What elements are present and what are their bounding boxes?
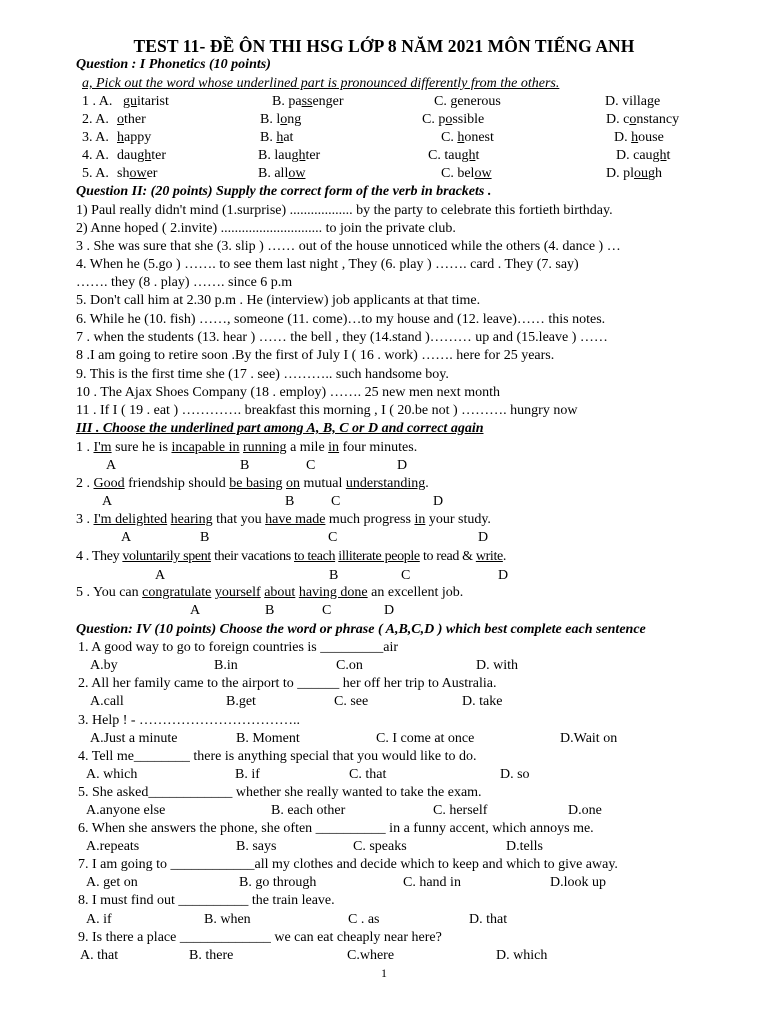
q2-line-12: 11 . If I ( 19 . eat ) …………. breakfast this morning , I ( 20.be not ) ………. hungry now xyxy=(76,403,578,418)
q3-item-2-label-b: B xyxy=(285,494,295,509)
q3-item-5-label-d: D xyxy=(384,603,395,618)
q3-item-4: 4 . They voluntarily spent their vacations to teach illiterate people to read & write. xyxy=(76,549,507,564)
q3-item-1-label-b: B xyxy=(240,458,250,473)
q4-item-3-opt-c: C. I come at once xyxy=(376,731,475,746)
q4-item-7-opt-a: A. get on xyxy=(86,875,138,890)
page-title: TEST 11- ĐỀ ÔN THI HSG LỚP 8 NĂM 2021 MÔN TIẾNG ANH xyxy=(133,36,635,56)
q1-row-5-b: B. allow xyxy=(258,166,306,181)
q4-item-4-opt-d: D. so xyxy=(500,767,530,782)
q3-item-4-label-b: B xyxy=(329,568,339,583)
q1-row-1-b: B. passenger xyxy=(272,94,344,109)
q2-line-3: 3 . She was sure that she (3. slip ) …… out of the house unnoticed while the others (4. dance ) … xyxy=(76,239,621,254)
q4-item-5-opt-d: D.one xyxy=(568,803,602,818)
q1-row-5-d: D. plough xyxy=(606,166,662,181)
q4-item-6-opt-c: C. speaks xyxy=(353,839,407,854)
q1-row-5-a: shower xyxy=(117,166,158,181)
q4-item-8-opt-c: C . as xyxy=(348,912,380,927)
q1-row-2-d: D. constancy xyxy=(606,112,680,127)
q4-item-8-opt-a: A. if xyxy=(86,912,112,927)
q2-heading: Question II: (20 points) Supply the correct form of the verb in brackets . xyxy=(76,184,492,199)
q3-item-4-label-d: D xyxy=(498,568,509,583)
q1-row-3-d: D. house xyxy=(614,130,664,145)
q4-item-6-opt-a: A.repeats xyxy=(86,839,140,854)
q4-item-6-opt-b: B. says xyxy=(236,839,277,854)
q1-row-4-num: 4. A. xyxy=(82,148,109,163)
q1-heading: Question : I Phonetics (10 points) xyxy=(76,57,271,72)
q3-item-3-label-b: B xyxy=(200,530,210,545)
q4-item-5-question: 5. She asked____________ whether she really wanted to take the exam. xyxy=(78,785,482,800)
q4-item-7-opt-d: D.look up xyxy=(550,875,606,890)
q3-item-5-label-b: B xyxy=(265,603,275,618)
q3-item-3-label-c: C xyxy=(328,530,338,545)
q4-item-8-question: 8. I must find out __________ the train leave. xyxy=(78,893,335,908)
q4-item-9-question: 9. Is there a place _____________ we can eat cheaply near here? xyxy=(78,930,442,945)
q3-item-3-label-d: D xyxy=(478,530,489,545)
q4-item-6-opt-d: D.tells xyxy=(506,839,543,854)
q4-heading: Question: IV (10 points) Choose the word or phrase ( A,B,C,D ) which best complete each sentence xyxy=(76,622,646,637)
q4-item-1-opt-b: B.in xyxy=(214,658,238,673)
q2-line-11: 10 . The Ajax Shoes Company (18 . employ) ……. 25 new men next month xyxy=(76,385,500,400)
q4-item-2-opt-d: D. take xyxy=(462,694,503,709)
q4-item-1-opt-c: C.on xyxy=(336,658,363,673)
q3-item-5-label-a: A xyxy=(190,603,201,618)
q3-item-2-label-d: D xyxy=(433,494,444,509)
q3-item-2: 2 . Good friendship should be basing on mutual understanding. xyxy=(76,476,429,491)
q4-item-8-opt-b: B. when xyxy=(204,912,251,927)
q4-item-5-opt-a: A.anyone else xyxy=(86,803,166,818)
q4-item-4-question: 4. Tell me________ there is anything special that you would like to do. xyxy=(78,749,477,764)
q3-item-1-label-c: C xyxy=(306,458,316,473)
q3-item-2-label-c: C xyxy=(331,494,341,509)
q1-row-5-num: 5. A. xyxy=(82,166,109,181)
q1-row-3-num: 3. A. xyxy=(82,130,109,145)
q1-row-1-d: D. village xyxy=(605,94,661,109)
page-number: 1 xyxy=(381,966,387,980)
q2-line-1: 1) Paul really didn't mind (1.surprise) .................. by the party to celebrate this fortieth birthday. xyxy=(76,203,613,218)
q3-item-1-label-d: D xyxy=(397,458,408,473)
q1-row-1-num: 1 . A. xyxy=(82,94,113,109)
q3-item-1-label-a: A xyxy=(106,458,117,473)
q1-row-1-c: C. generous xyxy=(434,94,501,109)
q4-item-2-opt-b: B.get xyxy=(226,694,256,709)
q4-item-3-opt-b: B. Moment xyxy=(236,731,300,746)
q4-item-1-opt-a: A.by xyxy=(90,658,118,673)
q1-row-3-b: B. hat xyxy=(260,130,294,145)
q2-line-7: 6. While he (10. fish) ……, someone (11. come)…to my house and (12. leave)…… this notes. xyxy=(76,312,606,327)
q4-item-2-question: 2. All her family came to the airport to ______ her off her trip to Australia. xyxy=(78,676,497,691)
q2-line-10: 9. This is the first time she (17 . see) ……….. such handsome boy. xyxy=(76,367,449,382)
q2-line-8: 7 . when the students (13. hear ) …… the bell , they (14.stand )……… up and (15.leave ) …… xyxy=(76,330,608,345)
q2-line-2: 2) Anne hoped ( 2.invite) ............................. to join the private club. xyxy=(76,221,456,236)
q4-item-8-opt-d: D. that xyxy=(469,912,508,927)
q4-item-4-opt-c: C. that xyxy=(349,767,387,782)
q4-item-9-opt-d: D. which xyxy=(496,948,548,963)
q1-row-4-c: C. taught xyxy=(428,148,480,163)
q4-item-2-opt-a: A.call xyxy=(90,694,124,709)
q4-item-1-question: 1. A good way to go to foreign countries is _________air xyxy=(78,640,399,655)
q4-item-7-question: 7. I am going to ____________all my clothes and decide which to keep and which to give away. xyxy=(78,857,618,872)
q4-item-2-opt-c: C. see xyxy=(334,694,369,709)
q1-row-3-a: happy xyxy=(117,130,152,145)
q1-row-2-a: other xyxy=(117,112,146,127)
q4-item-9-opt-c: C.where xyxy=(347,948,395,963)
q2-line-6: 5. Don't call him at 2.30 p.m . He (interview) job applicants at that time. xyxy=(76,293,481,308)
q1-row-2-b: B. long xyxy=(260,112,302,127)
q1-instruction: a, Pick out the word whose underlined part is pronounced differently from the others. xyxy=(82,76,560,91)
q4-item-3-opt-d: D.Wait on xyxy=(560,731,618,746)
q4-item-9-opt-a: A. that xyxy=(80,948,119,963)
q1-row-4-a: daughter xyxy=(117,148,166,163)
q3-item-2-label-a: A xyxy=(102,494,113,509)
q3-item-3-label-a: A xyxy=(121,530,132,545)
q1-row-4-b: B. laughter xyxy=(258,148,321,163)
q1-row-4-d: D. caught xyxy=(616,148,671,163)
q3-item-4-label-c: C xyxy=(401,568,411,583)
q4-item-9-opt-b: B. there xyxy=(189,948,234,963)
q1-row-2-num: 2. A. xyxy=(82,112,109,127)
q4-item-3-question: 3. Help ! - …………………………….. xyxy=(78,713,301,728)
q3-item-3: 3 . I'm delighted hearing that you have made much progress in your study. xyxy=(76,512,491,527)
q3-item-5-label-c: C xyxy=(322,603,332,618)
q4-item-4-opt-b: B. if xyxy=(235,767,260,782)
q4-item-7-opt-b: B. go through xyxy=(239,875,317,890)
q3-item-1: 1 . I'm sure he is incapable in running a mile in four minutes. xyxy=(76,440,418,455)
q4-item-5-opt-c: C. herself xyxy=(433,803,488,818)
q3-item-4-label-a: A xyxy=(155,568,166,583)
q2-line-9: 8 .I am going to retire soon .By the first of July I ( 16 . work) ……. here for 25 years. xyxy=(76,348,555,363)
q1-row-3-c: C. honest xyxy=(441,130,494,145)
q3-heading: III . Choose the underlined part among A, B, C or D and correct again xyxy=(76,421,484,436)
q4-item-5-opt-b: B. each other xyxy=(271,803,346,818)
q4-item-6-question: 6. When she answers the phone, she often __________ in a funny accent, which annoys me. xyxy=(78,821,594,836)
q2-line-5: ……. they (8 . play) ……. since 6 p.m xyxy=(76,275,293,290)
q2-line-4: 4. When he (5.go ) ……. to see them last night , They (6. play ) ……. card . They (7. say) xyxy=(76,257,579,272)
q3-item-5: 5 . You can congratulate yourself about having done an excellent job. xyxy=(76,585,464,600)
q1-row-5-c: C. below xyxy=(441,166,492,181)
q4-item-1-opt-d: D. with xyxy=(476,658,518,673)
q1-row-1-a: guitarist xyxy=(123,94,169,109)
q4-item-4-opt-a: A. which xyxy=(86,767,138,782)
q4-item-3-opt-a: A.Just a minute xyxy=(90,731,178,746)
q1-row-2-c: C. possible xyxy=(422,112,485,127)
q4-item-7-opt-c: C. hand in xyxy=(403,875,461,890)
